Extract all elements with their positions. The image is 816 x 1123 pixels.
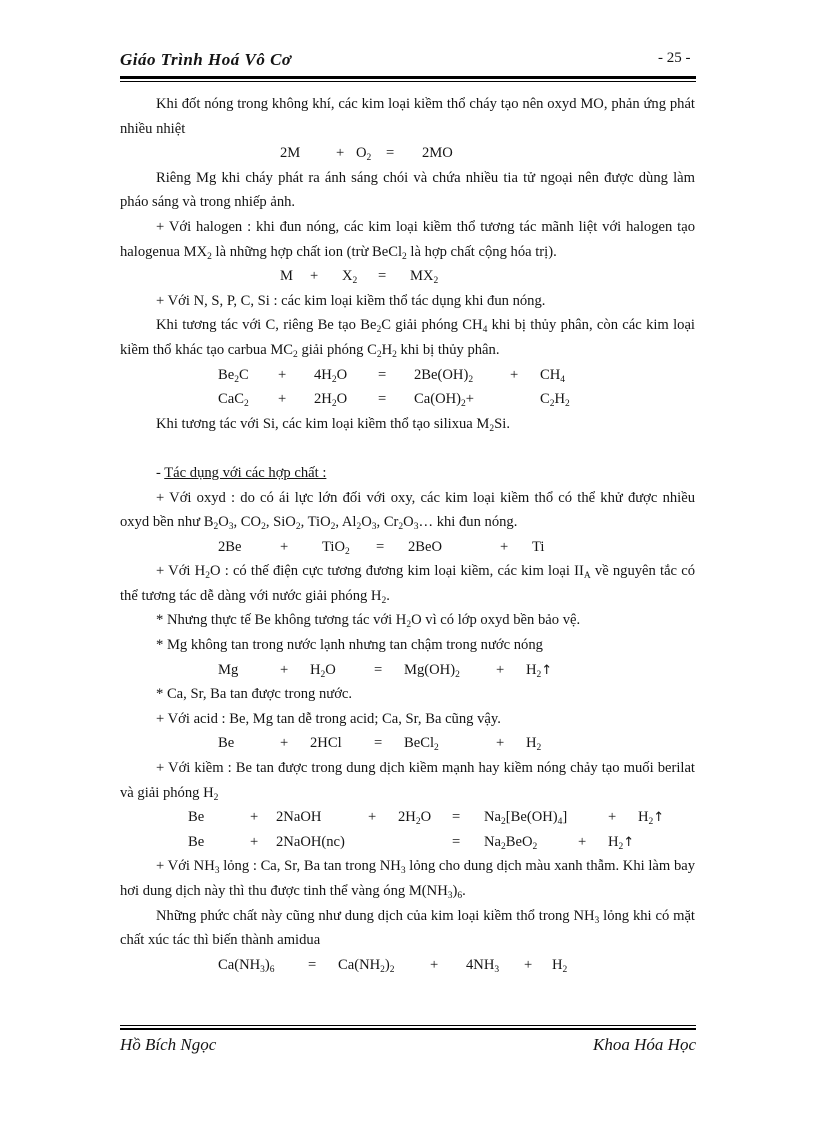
equation-mo: 2M + $O_2$ = 2MO <box>280 145 453 164</box>
paragraph-halogen: + Với halogen : khi đun nóng, các kim loại kiềm thổ tương tác mãnh liệt với halogen tạo halogenua $MX_2$ là những hợp chất ion (trừ BeCl$_2$ là hợp chất cộng hóa trị). <box>120 218 695 262</box>
paragraph-acid: + Với acid : Be, Mg tan dễ trong acid; Ca, Sr, Ba cũng vậy. <box>156 710 501 727</box>
blank-line <box>120 436 695 461</box>
note-ca-sr-ba: * Ca, Sr, Ba tan được trong nước. <box>156 686 353 703</box>
paragraph-mg-burning: Riêng Mg khi cháy phát ra ánh sáng chói và chứa nhiều tia tử ngoại nên được dùng làm pháo sáng và trong nhiếp ảnh. <box>120 169 695 211</box>
paragraph-ammonia: + Với $NH_3$ lỏng : Ca, Sr, Ba tan trong $NH_3$ lỏng cho dung dịch màu xanh thẫm. Khi làm bay hơi dung dịch này thì thu được tinh thể vàng óng $M(NH_3)_6$. <box>120 858 696 901</box>
equation-mx2: M + $X_2$ = $MX_2$ <box>280 268 439 287</box>
page-number: - 25 - <box>658 50 691 66</box>
equation-be2c: $Be_2C$ + $4H_2O$ = $2Be(OH)_2$ + $CH_4$ <box>218 366 566 385</box>
paragraph-alkali: + Với kiềm : Be tan được trong dung dịch kiềm mạnh hay kiềm nóng chảy tạo muối berilat và giải phóng $H_2$ <box>120 760 695 803</box>
footer-rule-thick <box>120 1028 696 1030</box>
equation-naoh: Be + 2NaOH + $2H_2O$ = $Na_2[Be(OH)_4]$ + $H_2↑$ <box>120 805 695 830</box>
up-arrow-icon: ↑ <box>623 834 635 850</box>
footer-rule-thin <box>120 1025 696 1026</box>
paragraph-silicide: Khi tương tác với Si, các kim loại kiềm thổ tạo silixua $M_2Si$. <box>156 415 510 434</box>
paragraph-oxide: + Với oxyd : do có ái lực lớn đối với oxy, các kim loại kiềm thổ có thể khử được nhiều oxyd bền như $B_2O_3$, $CO_2$, SiO$_2$, TiO$_2$, $Al_2O_3$, $Cr_2O_3\dots$ khi đun nóng. <box>120 489 695 533</box>
header-title: Giáo Trình Hoá Vô Cơ <box>120 50 292 69</box>
header-rule-thin <box>120 81 696 82</box>
paragraph-complexes: Những phức chất này cũng như dung dịch của kim loại kiềm thổ trong $NH_3$ lỏng khi có mặt chất xúc tác thì biến thành amidua <box>120 907 695 949</box>
up-arrow-icon: ↑ <box>541 662 553 678</box>
equation-cac2: CaC$_2$ + $2H_2O$ = $Ca(OH)_2+$ $C_2H_2$ <box>218 391 570 410</box>
equation-mg-water: Mg + $H_2O$ = $Mg(OH)_2$ + $H_2↑$ <box>120 658 695 683</box>
header-rule-thick <box>120 76 696 79</box>
paragraph-carbide: Khi tương tác với C, riêng Be tạo $Be_2C$ giải phóng $CH_4$ khi bị thủy phân, còn các kim loại kiềm thổ khác tạo carbua $MC_2$ giải phóng $C_2H_2$ khi bị thủy phân. <box>120 317 695 360</box>
note-be-water: * Nhưng thực tế Be không tương tác với $H_2O$ vì có lớp oxyd bền bảo vệ. <box>156 612 581 631</box>
footer-author: Hồ Bích Ngọc <box>120 1035 217 1054</box>
section-heading-compounds: - Tác dụng với các hợp chất : <box>156 464 327 481</box>
equation-naoh-melt: Be + 2NaOH(nc) = $Na_2BeO_2$ + $H_2↑$ <box>120 830 695 855</box>
paragraph-burning: Khi đốt nóng trong không khí, các kim loại kiềm thổ cháy tạo nên oxyd MO, phản ứng phát nhiều nhiệt <box>120 96 695 137</box>
up-arrow-icon: ↑ <box>653 810 665 826</box>
body-text <box>120 92 695 977</box>
note-mg-water: * Mg không tan trong nước lạnh nhưng tan chậm trong nước nóng <box>156 637 543 654</box>
equation-tio2: 2Be + TiO$_2$ = 2BeO + Ti <box>218 538 545 557</box>
footer-department: Khoa Hóa Học <box>593 1035 696 1054</box>
equation-amide: $Ca(NH_3)_6$ = $Ca(NH_2)_2$ + $4NH_3$ + $H_2$ <box>218 956 568 975</box>
paragraph-water: + Với $H_2O$ : có thế điện cực tương đương kim loại kiềm, các kim loại $II_A$ về nguyên tắc có thể tương tác dễ dàng với nước giải phóng $H_2$. <box>120 563 695 606</box>
paragraph-nspcsi: + Với N, S, P, C, Si : các kim loại kiềm thổ tác dụng khi đun nóng. <box>156 292 546 309</box>
equation-hcl: Be + 2HCl = BeCl$_2$ + $H_2$ <box>218 735 542 754</box>
